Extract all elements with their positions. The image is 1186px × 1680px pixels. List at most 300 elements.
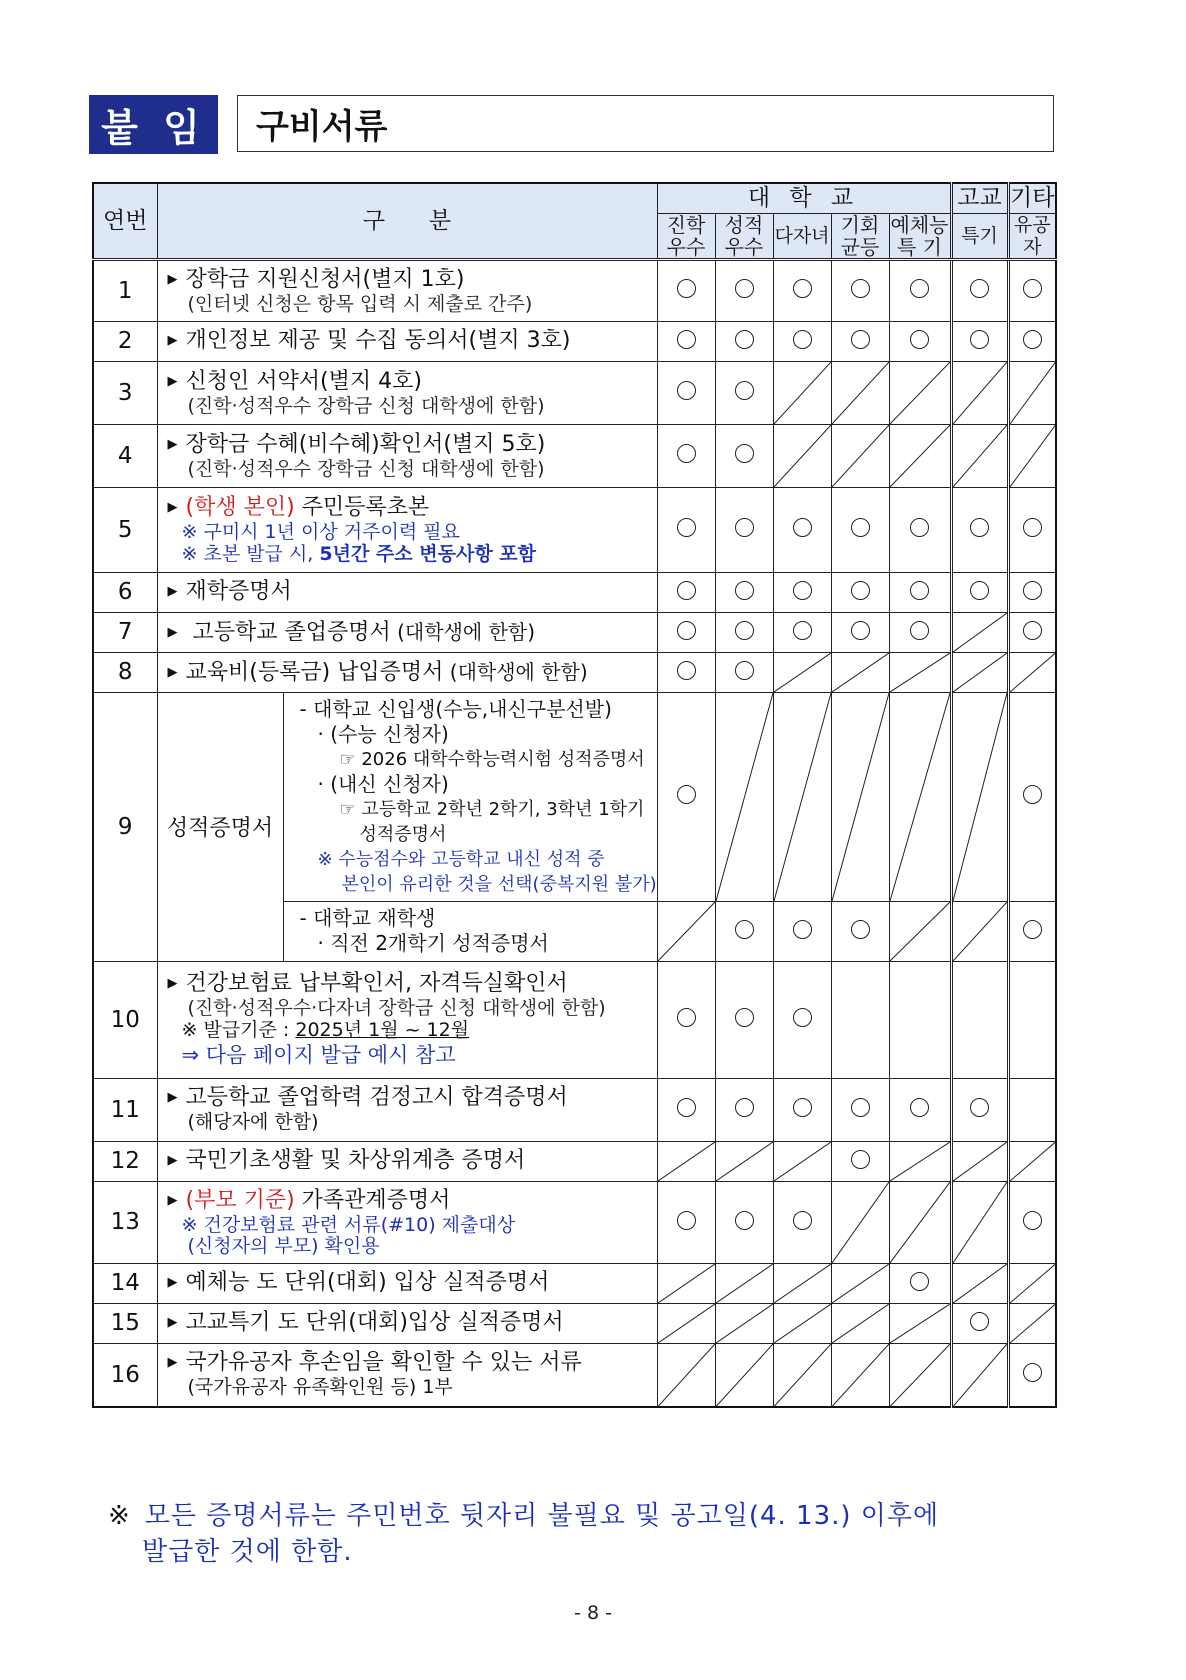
bullet-triangle-icon: ▶ [167,1193,178,1208]
required-circle-icon [793,518,812,537]
mark-cell [715,652,773,692]
document-name: 고등학교 졸업학력 검정고시 합격증명서 [185,1085,568,1110]
required-circle-icon [910,330,929,349]
not-applicable-slash-icon [953,1344,1007,1407]
document-name: 주민등록초본 [294,494,430,520]
table-row [93,1343,1056,1407]
mark-cell [951,321,1008,361]
mark-cell [1008,1078,1056,1141]
mark-cell [657,572,715,612]
not-applicable-slash-icon [890,902,950,961]
document-subnote: (인터넷 신청은 항목 입력 시 제출로 간주) [187,292,533,315]
mark-cell [657,1141,715,1181]
mark-cell [831,259,889,321]
mark-cell [715,1263,773,1303]
row-description [157,321,657,361]
required-circle-icon [970,330,989,349]
bullet-triangle-icon: ▶ [167,664,178,680]
mark-cell [831,1263,889,1303]
required-circle-icon [677,330,696,349]
not-applicable-slash-icon [832,1264,889,1303]
table-row [93,1263,1056,1303]
page-number: - 8 - [574,1602,612,1624]
document-name: 예체능 도 단위(대회) 입상 실적증명서 [185,1270,550,1295]
mark-cell [715,961,773,1078]
required-circle-icon [970,1312,989,1331]
row-description [157,1303,657,1343]
description-line: ※ 수능점수와 고등학교 내신 성적 중 [317,848,605,870]
required-circle-icon [1023,518,1042,537]
footnote-text-2: 발급한 것에 한함. [142,1537,353,1567]
mark-cell [773,1343,831,1407]
mark-cell [715,1141,773,1181]
mark-cell [657,1263,715,1303]
document-name: 신청인 서약서(별지 4호) [185,368,422,394]
row-number: 12 [93,1141,157,1181]
header-col-2 [773,213,831,259]
required-circle-icon [735,518,754,537]
row-description [283,692,657,901]
row-number: 16 [93,1343,157,1407]
required-circle-icon [677,1008,696,1027]
not-applicable-slash-icon [774,653,831,692]
required-circle-icon [851,330,870,349]
not-applicable-slash-icon [1010,1304,1056,1343]
mark-cell [889,424,951,487]
issue-note: ※ 발급기준 : [181,1018,296,1041]
mark-cell [773,487,831,572]
header-col-label: 균등 [840,234,880,259]
mark-cell [1008,572,1056,612]
not-applicable-slash-icon [890,1182,950,1263]
bullet-triangle-icon: ▶ [167,499,178,515]
mark-cell [773,572,831,612]
mark-cell [951,361,1008,424]
bullet-triangle-icon: ▶ [167,975,178,991]
not-applicable-slash-icon [658,1304,715,1343]
mark-cell [715,321,773,361]
mark-cell [657,1343,715,1407]
not-applicable-slash-icon [832,425,889,487]
required-circle-icon [735,1098,754,1117]
row-number: 3 [93,361,157,424]
header-col-label: 진학 [666,212,706,237]
mark-cell [1008,692,1056,901]
document-subnote: (해당자에 한함) [187,1111,319,1133]
reference-note: ⇒ 다음 페이지 발급 예시 참고 [181,1042,456,1067]
not-applicable-slash-icon [832,1304,889,1343]
not-applicable-slash-icon [774,425,831,487]
required-circle-icon [735,1211,754,1230]
not-applicable-slash-icon [890,1304,950,1343]
not-applicable-slash-icon [953,362,1007,424]
required-circle-icon [1023,1363,1042,1382]
mark-cell [773,901,831,961]
mark-cell [831,652,889,692]
mark-cell [715,572,773,612]
description-line: 성적증명서 [359,823,447,845]
not-applicable-slash-icon [1010,653,1056,692]
mark-cell [1008,1263,1056,1303]
header-col-0 [657,213,715,259]
mark-cell [951,652,1008,692]
mark-cell [889,692,951,901]
required-circle-icon [735,1008,754,1027]
highlight-red-text: (학생 본인) [185,494,295,520]
bullet-triangle-icon: ▶ [167,271,178,287]
required-circle-icon [851,279,870,298]
required-circle-icon [1023,920,1042,939]
mark-cell [1008,652,1056,692]
required-circle-icon [793,1098,812,1117]
bullet-triangle-icon: ▶ [167,1090,178,1105]
mark-cell [715,487,773,572]
mark-cell [1008,1181,1056,1263]
row-description [157,361,657,424]
row-category: 성적증명서 [157,692,283,961]
row-number: 14 [93,1263,157,1303]
not-applicable-slash-icon [774,1304,831,1343]
mark-cell [951,901,1008,961]
table-row [93,1303,1056,1343]
table-row [93,572,1056,612]
mark-cell [951,692,1008,901]
mark-cell [831,612,889,652]
mark-cell [889,1303,951,1343]
mark-cell [889,652,951,692]
mark-cell [831,361,889,424]
mark-cell [773,1303,831,1343]
required-circle-icon [851,581,870,600]
mark-cell [889,321,951,361]
header-no: 연번 [93,183,157,259]
required-circle-icon [910,1098,929,1117]
not-applicable-slash-icon [1010,425,1056,487]
not-applicable-slash-icon [1010,1142,1056,1181]
mark-cell [715,1303,773,1343]
required-circle-icon [851,518,870,537]
document-name: 교육비(등록금) 납입증명서 [185,659,444,685]
not-applicable-slash-icon [774,1142,831,1181]
mark-cell [657,1181,715,1263]
mark-cell [657,612,715,652]
mark-cell [951,572,1008,612]
bullet-triangle-icon: ▶ [167,1355,178,1371]
not-applicable-slash-icon [953,425,1007,487]
row-description [157,259,657,321]
header-col-label: 기회 [840,212,880,237]
mark-cell [831,1141,889,1181]
required-circle-icon [910,1272,929,1291]
documents-table-wrapper [92,182,1055,1408]
mark-cell [773,424,831,487]
document-name: 고교특기 도 단위(대회)입상 실적증명서 [185,1310,564,1335]
document-name: 장학금 수혜(비수혜)확인서(별지 5호) [185,431,546,457]
document-subnote: (진학·성적우수 장학금 신청 대학생에 한함) [187,457,545,480]
required-circle-icon [677,444,696,463]
row-number: 13 [93,1181,157,1263]
header-col-label: 우수 [724,234,764,259]
not-applicable-slash-icon [832,1182,889,1263]
mark-cell [951,1181,1008,1263]
not-applicable-slash-icon [716,1264,773,1303]
required-circle-icon [735,621,754,640]
header-col-6 [1008,213,1056,259]
table-row [93,1181,1056,1263]
not-applicable-slash-icon [832,693,889,901]
document-name: 국민기초생활 및 차상위계층 증명서 [185,1148,526,1173]
mark-cell [773,961,831,1078]
table-row [93,424,1056,487]
required-circle-icon [1023,621,1042,640]
row-description [157,961,657,1078]
row-number: 15 [93,1303,157,1343]
mark-cell [831,424,889,487]
mark-cell [1008,1303,1056,1343]
required-circle-icon [735,279,754,298]
document-subnote: (국가유공자 유족확인원 등) 1부 [187,1376,453,1399]
table-row [93,361,1056,424]
not-applicable-slash-icon [953,1264,1007,1303]
mark-cell [889,361,951,424]
description-line: · (내신 신청자) [317,771,449,796]
mark-cell [951,1141,1008,1181]
mark-cell [951,1343,1008,1407]
mark-cell [889,259,951,321]
required-circle-icon [735,581,754,600]
mark-cell [715,901,773,961]
not-applicable-slash-icon [716,693,773,901]
description-line: · (수능 신청자) [317,721,449,746]
documents-table [92,182,1057,1408]
required-circle-icon [1023,581,1042,600]
mark-cell [889,612,951,652]
header-col-label: 특 기 [897,234,942,259]
mark-cell [831,692,889,901]
header-col-4 [889,213,951,259]
not-applicable-slash-icon [658,1142,715,1181]
not-applicable-slash-icon [774,1344,831,1407]
mark-cell [715,259,773,321]
mark-cell [831,1078,889,1141]
mark-cell [951,1263,1008,1303]
not-applicable-slash-icon [658,1264,715,1303]
not-applicable-slash-icon [832,653,889,692]
document-name: 재학증명서 [185,579,292,604]
not-applicable-slash-icon [658,1344,715,1407]
mark-cell [773,1181,831,1263]
mark-cell [657,1078,715,1141]
document-name: 고등학교 졸업증명서 [185,619,391,645]
required-circle-icon [910,518,929,537]
mark-cell [889,572,951,612]
row-number: 7 [93,612,157,652]
mark-cell [773,1141,831,1181]
required-circle-icon [793,330,812,349]
required-circle-icon [970,279,989,298]
footnote-text-1: 모든 증명서류는 주민번호 뒷자리 불필요 및 공고일(4. 13.) 이후에 [144,1501,940,1531]
note-emphasis: 5년간 주소 변동사항 포함 [319,542,536,565]
row-description [157,652,657,692]
document-name: 국가유공자 후손임을 확인할 수 있는 서류 [185,1350,582,1376]
table-row [93,487,1056,572]
mark-cell [951,961,1008,1078]
required-circle-icon [851,920,870,939]
row-description [157,424,657,487]
table-row [93,1141,1056,1181]
header-col-5 [951,213,1008,259]
required-circle-icon [793,920,812,939]
header-col-label: 특기 [961,224,998,247]
mark-cell [831,961,889,1078]
mark-cell [831,572,889,612]
mark-cell [657,692,715,901]
table-row [93,692,1056,901]
mark-cell [657,901,715,961]
row-description [157,1343,657,1407]
table-row [93,259,1056,321]
required-circle-icon [735,661,754,680]
mark-cell [773,1078,831,1141]
mark-cell [1008,901,1056,961]
mark-cell [715,361,773,424]
row-description [283,901,657,961]
mark-cell [715,1078,773,1141]
not-applicable-slash-icon [832,1344,889,1407]
not-applicable-slash-icon [658,902,715,961]
header-group-etc: 기타 [1008,183,1056,213]
bullet-triangle-icon: ▶ [167,1315,178,1330]
mark-cell [831,1181,889,1263]
header-group-university: 대 학 교 [657,183,951,213]
not-applicable-slash-icon [953,613,1007,652]
required-circle-icon [677,1098,696,1117]
required-circle-icon [970,518,989,537]
note-line: ※ 초본 발급 시, [181,542,320,565]
mark-cell [1008,321,1056,361]
row-number: 10 [93,961,157,1078]
row-number: 4 [93,424,157,487]
bullet-triangle-icon: ▶ [167,584,178,599]
header-col-label: 우수 [666,234,706,259]
not-applicable-slash-icon [953,653,1007,692]
required-circle-icon [735,444,754,463]
mark-cell [951,487,1008,572]
required-circle-icon [677,785,696,804]
not-applicable-slash-icon [953,1142,1007,1181]
not-applicable-slash-icon [716,1142,773,1181]
document-name: 장학금 지원신청서(별지 1호) [185,266,465,292]
mark-cell [951,1303,1008,1343]
description-line: · 직전 2개학기 성적증명서 [317,930,549,955]
mark-cell [1008,361,1056,424]
footnote [108,1498,1058,1570]
table-row [93,612,1056,652]
bullet-triangle-icon: ▶ [167,1275,178,1290]
row-number: 1 [93,259,157,321]
not-applicable-slash-icon [890,1142,950,1181]
description-line: 본인이 유리한 것을 선택(중복지원 불가) [341,873,657,895]
required-circle-icon [677,621,696,640]
document-note: (대학생에 한함) [390,619,536,644]
note-line: (신청자의 부모) 확인용 [187,1235,380,1257]
row-number: 8 [93,652,157,692]
not-applicable-slash-icon [1010,1264,1056,1303]
document-note: (대학생에 한함) [443,659,588,684]
document-name: 개인정보 제공 및 수집 동의서(별지 3호) [185,328,571,353]
mark-cell [1008,424,1056,487]
row-number: 5 [93,487,157,572]
mark-cell [831,321,889,361]
document-subnote: (진학·성적우수·다자녀 장학금 신청 대학생에 한함) [187,996,606,1019]
bullet-triangle-icon: ▶ [167,624,178,640]
not-applicable-slash-icon [890,362,950,424]
issue-period: 2025년 1월 ~ 12월 [295,1018,470,1041]
required-circle-icon [851,1098,870,1117]
header-col-3 [831,213,889,259]
note-line: ※ 구미시 1년 이상 거주이력 필요 [181,520,460,543]
mark-cell [773,321,831,361]
mark-cell [657,1303,715,1343]
row-number: 11 [93,1078,157,1141]
not-applicable-slash-icon [832,362,889,424]
mark-cell [889,961,951,1078]
not-applicable-slash-icon [890,425,950,487]
required-circle-icon [1023,1211,1042,1230]
mark-cell [831,487,889,572]
header-category: 구 분 [157,183,657,259]
mark-cell [657,487,715,572]
mark-cell [657,652,715,692]
required-circle-icon [851,621,870,640]
row-description [157,1078,657,1141]
required-circle-icon [851,1150,870,1169]
required-circle-icon [793,581,812,600]
not-applicable-slash-icon [953,1182,1007,1263]
mark-cell [889,1263,951,1303]
mark-cell [889,1141,951,1181]
required-circle-icon [1023,785,1042,804]
not-applicable-slash-icon [890,693,950,901]
not-applicable-slash-icon [1010,362,1056,424]
required-circle-icon [677,381,696,400]
document-subnote: (진학·성적우수 장학금 신청 대학생에 한함) [187,394,545,417]
footnote-mark: ※ [108,1501,131,1531]
mark-cell [715,1181,773,1263]
mark-cell [889,1343,951,1407]
not-applicable-slash-icon [716,1344,773,1407]
attachment-badge: 붙 임 [89,95,218,154]
row-description [157,1263,657,1303]
required-circle-icon [793,279,812,298]
mark-cell [657,361,715,424]
row-number: 6 [93,572,157,612]
mark-cell [1008,612,1056,652]
mark-cell [773,1263,831,1303]
required-circle-icon [677,279,696,298]
required-circle-icon [677,661,696,680]
description-line: - 대학교 신입생(수능,내신구분선발) [299,696,612,721]
note-line: ※ 건강보험료 관련 서류(#10) 제출대상 [181,1214,516,1236]
row-description [157,572,657,612]
row-description [157,612,657,652]
table-row [93,961,1056,1078]
page-title: 구비서류 [237,95,1054,152]
required-circle-icon [970,581,989,600]
not-applicable-slash-icon [953,902,1007,961]
mark-cell [1008,259,1056,321]
header-col-1 [715,213,773,259]
